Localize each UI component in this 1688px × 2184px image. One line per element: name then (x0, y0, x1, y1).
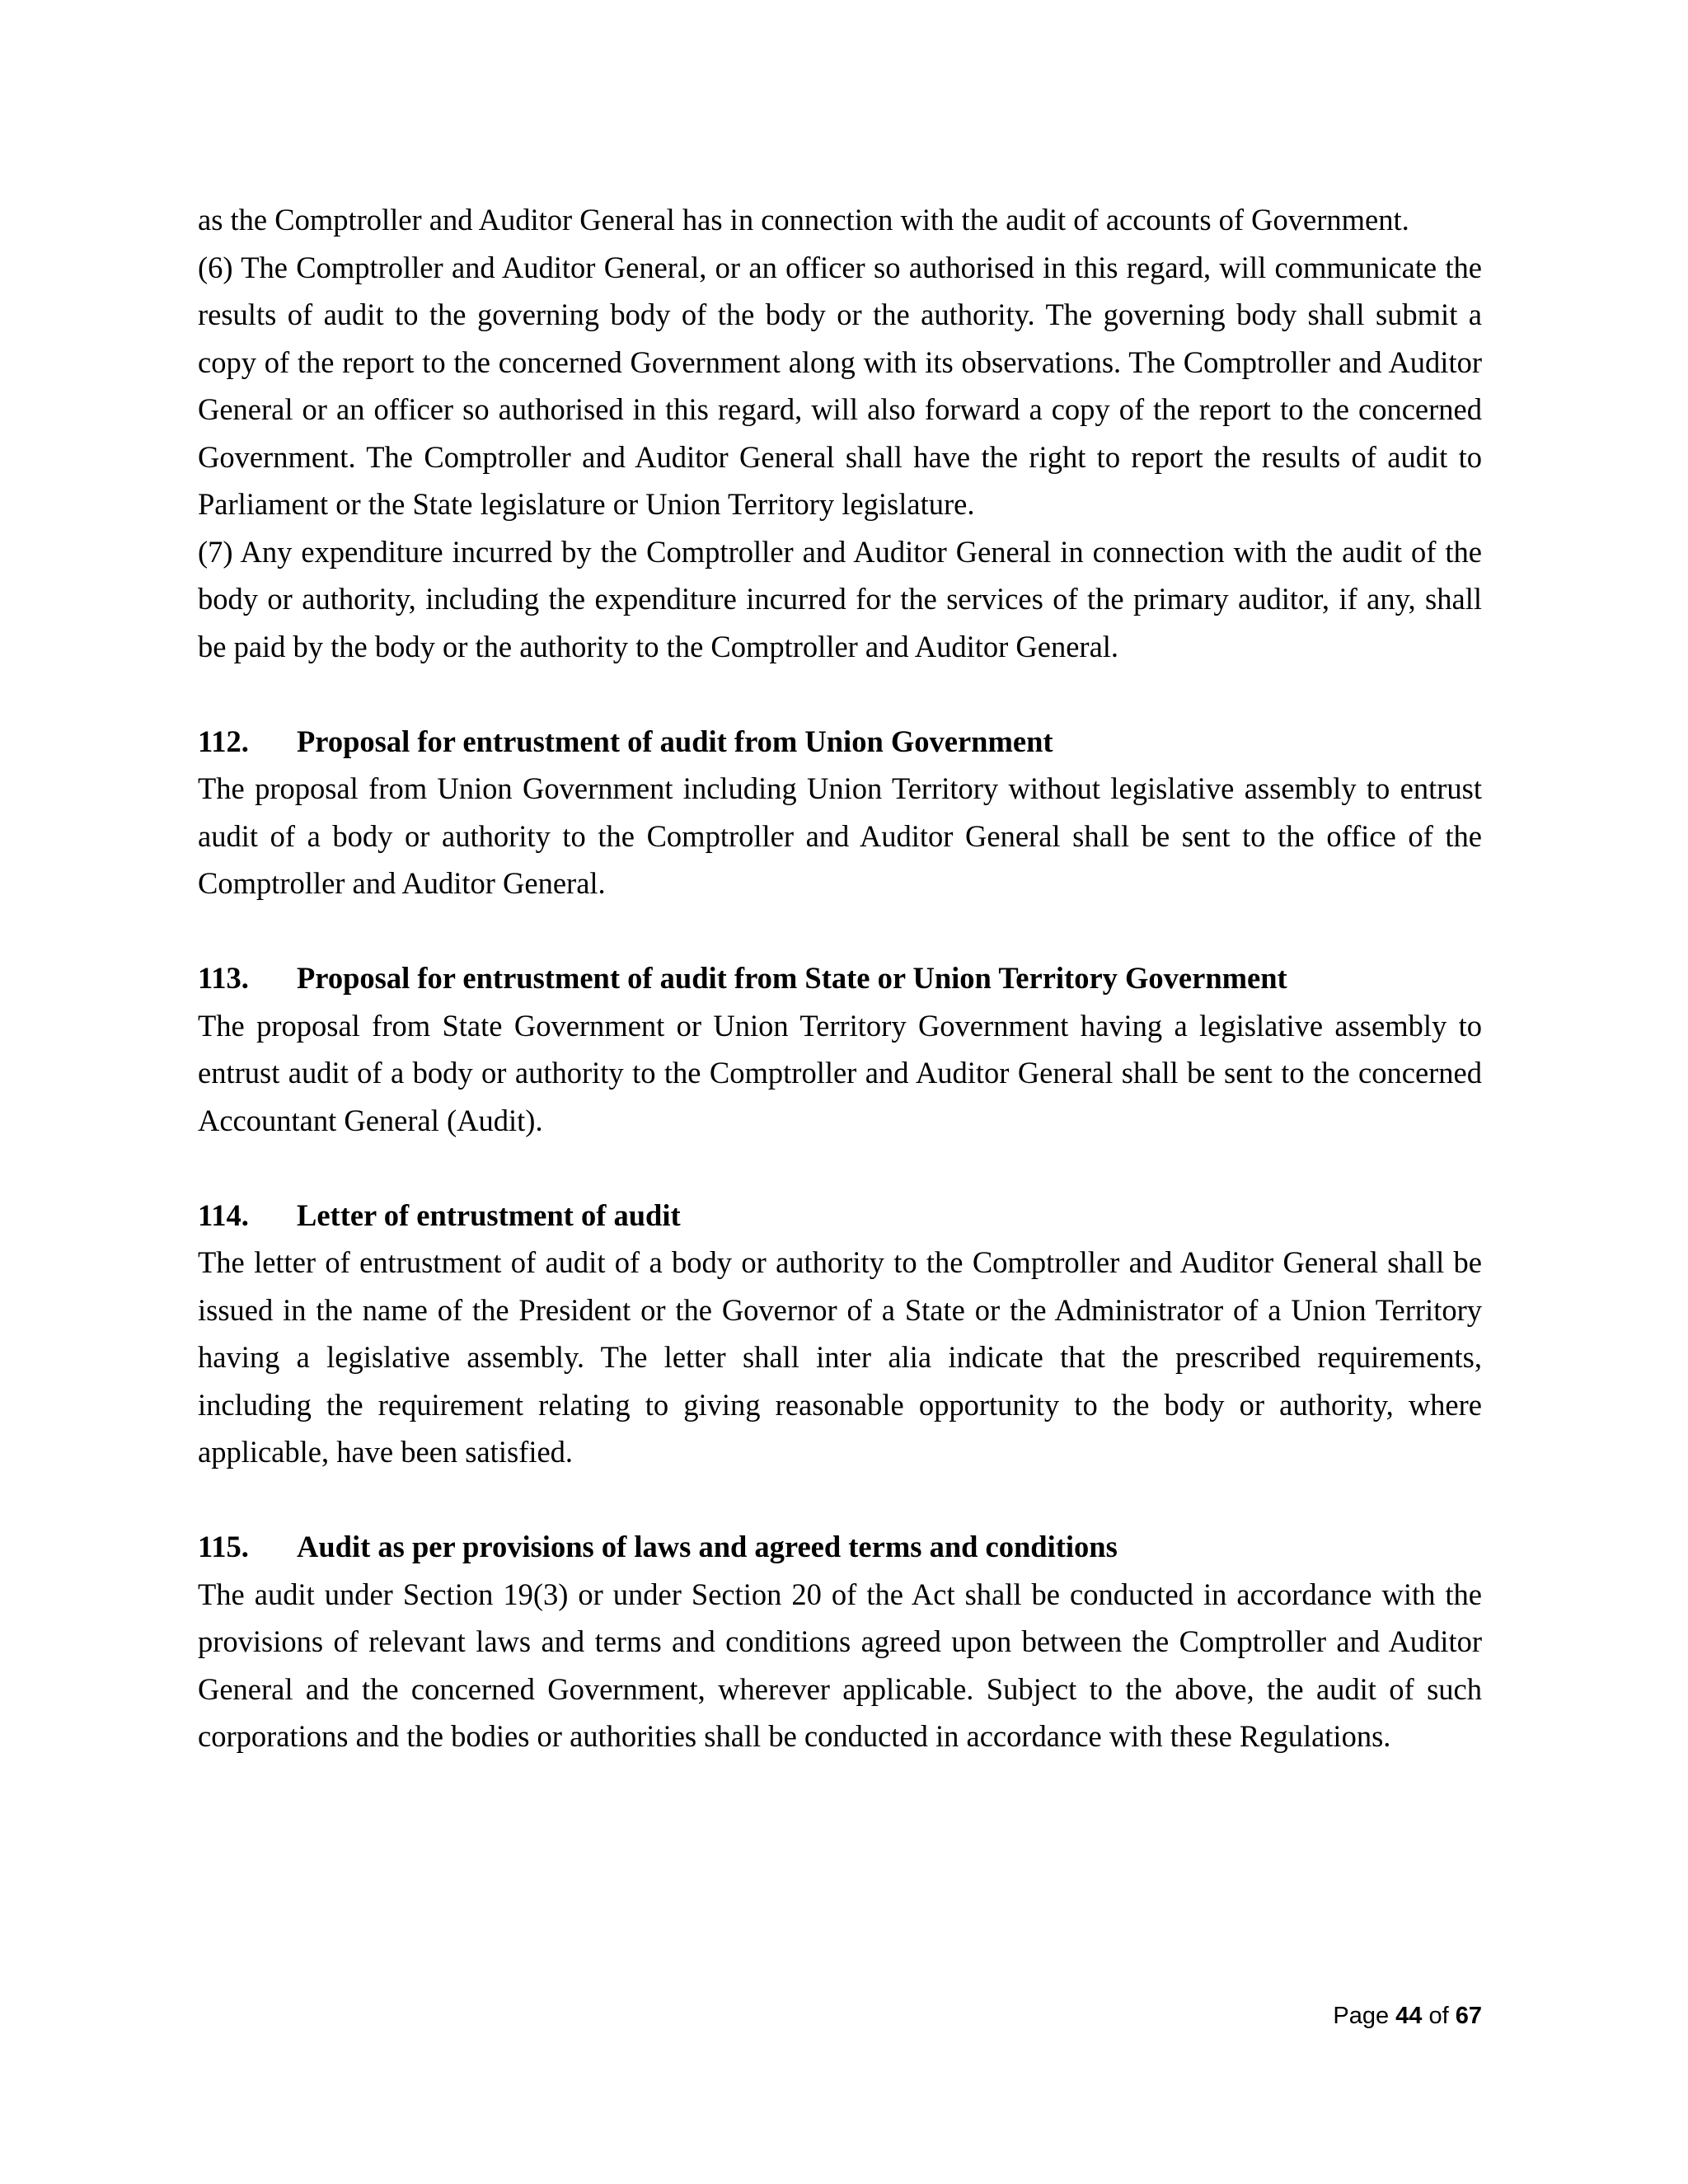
section-spacer (198, 1476, 1482, 1524)
of-label: of (1428, 2003, 1449, 2029)
section-number: 115. (198, 1530, 249, 1563)
section-112-heading (198, 718, 1482, 766)
page-label: Page (1333, 2003, 1390, 2029)
section-title: Audit as per provisions of laws and agreed terms and conditions (297, 1530, 1118, 1563)
section-title: Letter of entrustment of audit (297, 1197, 681, 1232)
section-title: Proposal for entrustment of audit from State or Union Territory Government (297, 961, 1287, 995)
section-115-body: The audit under Section 19(3) or under Section 20 of the Act shall be conducted in accordance with the provisions of relevant laws and terms and conditions agreed upon between the Comptroller and Auditor General and the concerned Government, wherever applicable. Subject to the above, the audit of such corporations and the bodies or authorities shall be conducted in accordance with these Regulations. (198, 1577, 1482, 1753)
section-112-body: The proposal from Union Government including Union Territory without legislative assembly to entrust audit of a body or authority to the Comptroller and Auditor General shall be sent to the office of the Comptroller and Auditor General. (198, 771, 1482, 900)
page-number-footer (1333, 2001, 1482, 2031)
section-114-body: The letter of entrustment of audit of a body or authority to the Comptroller and Auditor General shall be issued in the name of the President or the Governor of a State or the Administrator of a Union Territory having a legislative assembly. The letter shall inter alia indicate that the prescribed requirements, including the requirement relating to giving reasonable opportunity to the body or authority, where applicable, have been satisfied. (198, 1245, 1482, 1469)
section-spacer (198, 907, 1482, 955)
section-114-heading (198, 1192, 1482, 1240)
section-spacer (198, 1144, 1482, 1192)
section-115-heading (198, 1523, 1482, 1571)
continuation-paragraph: as the Comptroller and Auditor General has in connection with the audit of accounts of Government. (198, 203, 1409, 237)
section-number: 112. (198, 724, 249, 758)
section-number: 113. (198, 961, 249, 995)
section-title: Proposal for entrustment of audit from Union Government (297, 724, 1053, 758)
section-113-body: The proposal from State Government or Union Territory Government having a legislative assembly to entrust audit of a body or authority to the Comptroller and Auditor General shall be sent to the concerned Accountant General (Audit). (198, 1008, 1482, 1137)
clause-7-paragraph: (7) Any expenditure incurred by the Comptroller and Auditor General in connection with the audit of the body or authority, including the expenditure incurred for the services of the primary auditor, if any, shall be paid by the body or the authority to the Comptroller and Auditor General. (198, 534, 1482, 663)
section-number: 114. (198, 1197, 249, 1232)
total-page-count: 67 (1455, 2003, 1482, 2029)
section-113-heading (198, 954, 1482, 1002)
document-page (198, 196, 1482, 1760)
clause-6-paragraph: (6) The Comptroller and Auditor General, or an officer so authorised in this regard, will communicate the results of audit to the governing body of the body or the authority. The governing body shall submit a copy of the report to the concerned Government along with its observations. The Comptroller and Auditor General or an officer so authorised in this regard, will also forward a copy of the report to the concerned Government. The Comptroller and Auditor General shall have the right to report the results of audit to Parliament or the State legislature or Union Territory legislature. (198, 250, 1482, 521)
current-page-number: 44 (1395, 2003, 1423, 2029)
section-spacer (198, 670, 1482, 718)
